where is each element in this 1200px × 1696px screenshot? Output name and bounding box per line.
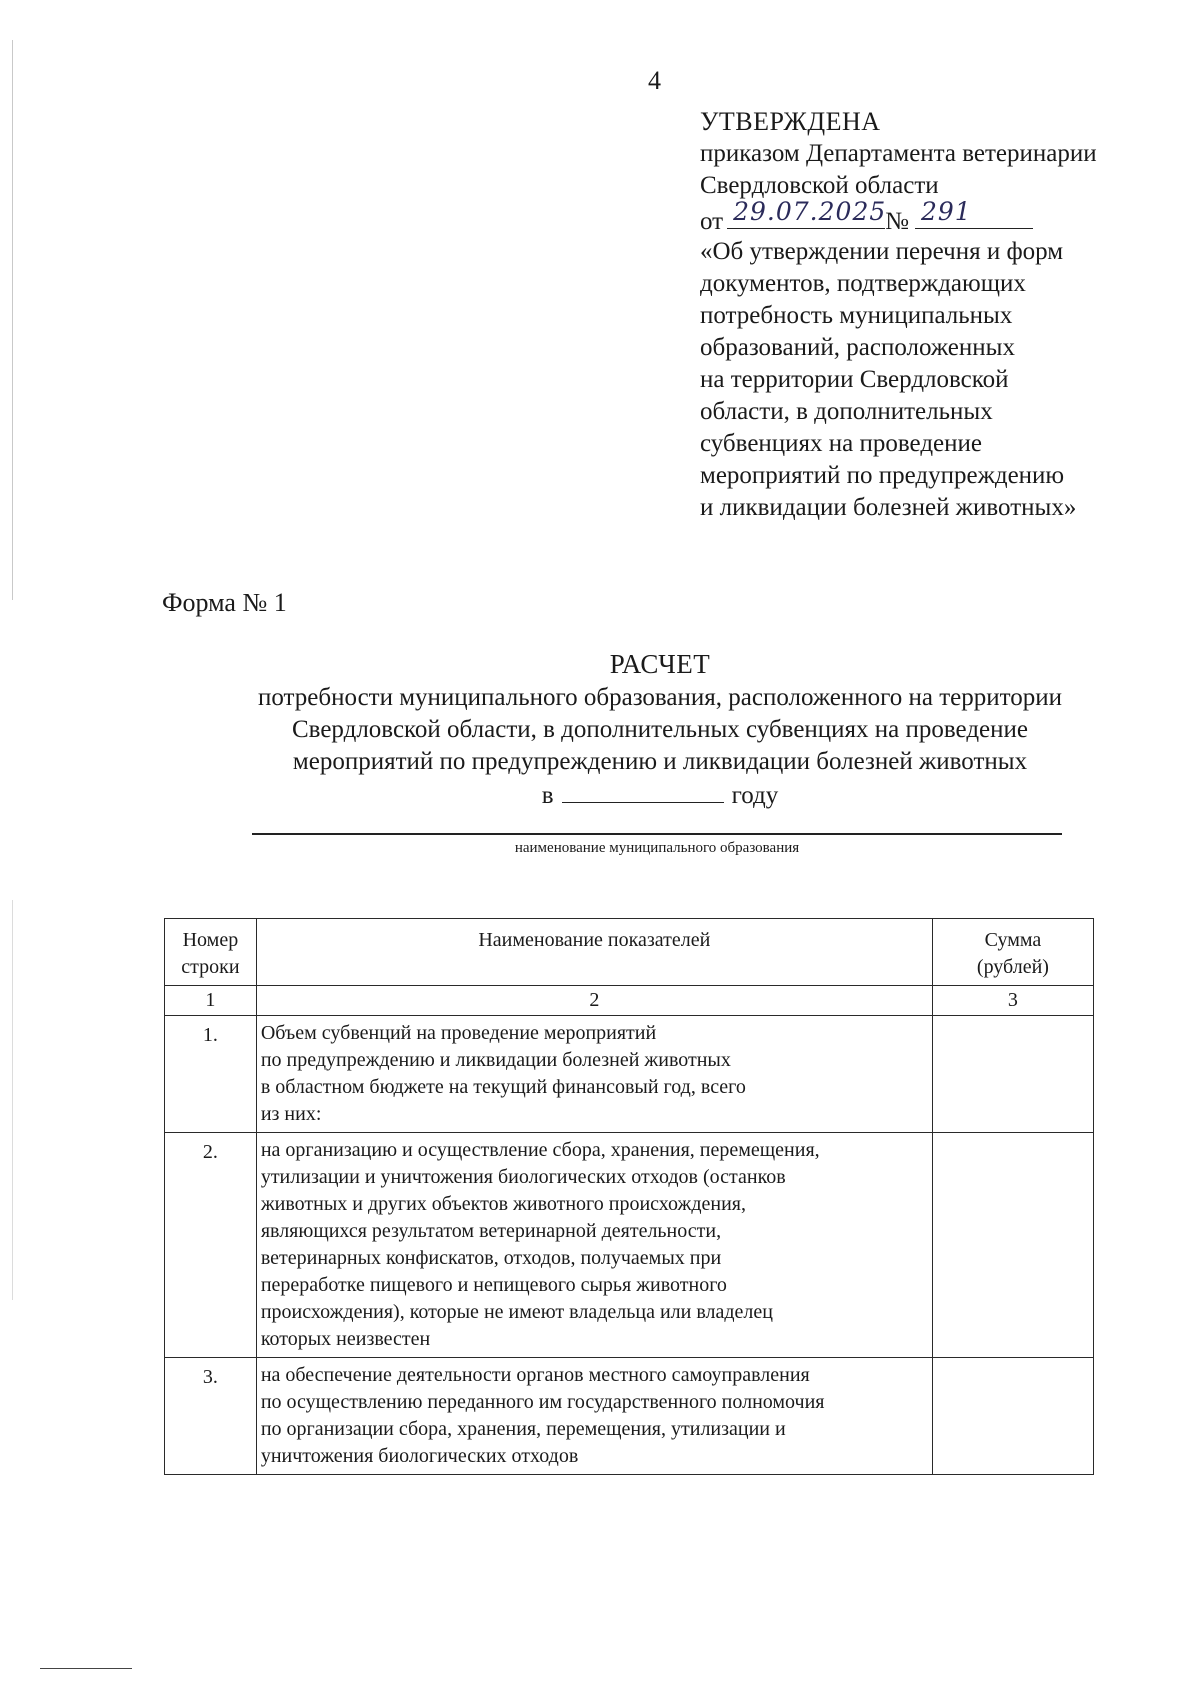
approval-subject-line: потребность муниципальных (700, 302, 1013, 329)
scan-edge-mark (12, 900, 13, 1300)
approval-subject-line: документов, подтверждающих (700, 270, 1026, 297)
handwritten-date: 29.07.2025 (733, 197, 887, 226)
column-index: 1 (165, 986, 257, 1016)
handwritten-number: 291 (920, 197, 972, 226)
from-label: от (700, 208, 724, 235)
approval-line: Свердловской области (700, 172, 939, 199)
table-row (165, 1016, 1094, 1133)
approval-line: приказом Департамента ветеринарии (700, 140, 1097, 167)
row-number: 1. (165, 1016, 257, 1133)
approval-subject-line: образований, расположенных (700, 334, 1015, 361)
calculation-subtitle-line: потребности муниципального образования, расположенного на территории (257, 684, 1063, 711)
approval-date-number-line (700, 197, 1170, 236)
approval-subject-line: на территории Свердловской (700, 366, 1009, 393)
scan-edge-mark (12, 40, 13, 600)
page-number: 4 (648, 66, 661, 95)
footnote-rule (40, 1668, 132, 1669)
form-label: Форма № 1 (162, 588, 287, 617)
year-field[interactable] (562, 778, 724, 803)
table-row (165, 1133, 1094, 1358)
approval-subject-line: и ликвидации болезней животных» (700, 494, 1077, 521)
calculation-title: РАСЧЕТ (609, 649, 711, 679)
year-line (160, 778, 1160, 812)
approval-subject-line: области, в дополнительных (700, 398, 993, 425)
row-amount-cell[interactable] (932, 1358, 1093, 1475)
row-indicator: на обеспечение деятельности органов местного самоуправления по осуществлению переданного им государственного полномочия по организации сбора, хранения, перемещения, утилизации и уничтожения биологических отходов (256, 1358, 932, 1475)
number-field (915, 197, 1033, 229)
approval-subject-line: «Об утверждении перечня и форм (700, 238, 1064, 265)
approval-title: УТВЕРЖДЕНА (700, 107, 881, 136)
row-amount-cell[interactable] (932, 1016, 1093, 1133)
year-prefix: в (541, 782, 554, 809)
municipality-name-field[interactable] (252, 833, 1062, 835)
row-indicator: на организацию и осуществление сбора, хранения, перемещения, утилизации и уничтожения биологических отходов (останков животных и других объектов животного происхождения, являющихся результатом ветеринарной деятельности, ветеринарных конфискатов, отходов, получаемых при переработке пищевого и непищевого сырья животного происхождения), которые не имеют владельца или владелец которых неизвестен (256, 1133, 932, 1358)
column-index: 3 (932, 986, 1093, 1016)
calculation-subtitle-line: мероприятий по предупреждению и ликвидации болезней животных (292, 748, 1028, 775)
row-amount-cell[interactable] (932, 1133, 1093, 1358)
municipality-caption: наименование муниципального образования (514, 840, 800, 856)
row-number: 3. (165, 1358, 257, 1475)
header-indicator: Наименование показателей (256, 919, 932, 986)
table-index-row (165, 986, 1094, 1016)
approval-subject-line: мероприятий по предупреждению (700, 462, 1065, 489)
approval-block (700, 106, 1170, 524)
row-number: 2. (165, 1133, 257, 1358)
header-amount: Сумма (рублей) (932, 919, 1093, 986)
calculation-table (164, 918, 1094, 1475)
calculation-title-block (160, 648, 1160, 812)
date-field (727, 197, 887, 229)
table-row (165, 1358, 1094, 1475)
table-header-row (165, 919, 1094, 986)
column-index: 2 (256, 986, 932, 1016)
row-indicator: Объем субвенций на проведение мероприятий по предупреждению и ликвидации болезней животных в областном бюджете на текущий финансовый год, всего из них: (256, 1016, 932, 1133)
header-row-number: Номер строки (165, 919, 257, 986)
year-suffix: году (731, 782, 779, 809)
calculation-subtitle-line: Свердловской области, в дополнительных субвенциях на проведение (292, 716, 1028, 743)
approval-subject-line: субвенциях на проведение (700, 430, 982, 457)
number-label: № (885, 208, 909, 235)
